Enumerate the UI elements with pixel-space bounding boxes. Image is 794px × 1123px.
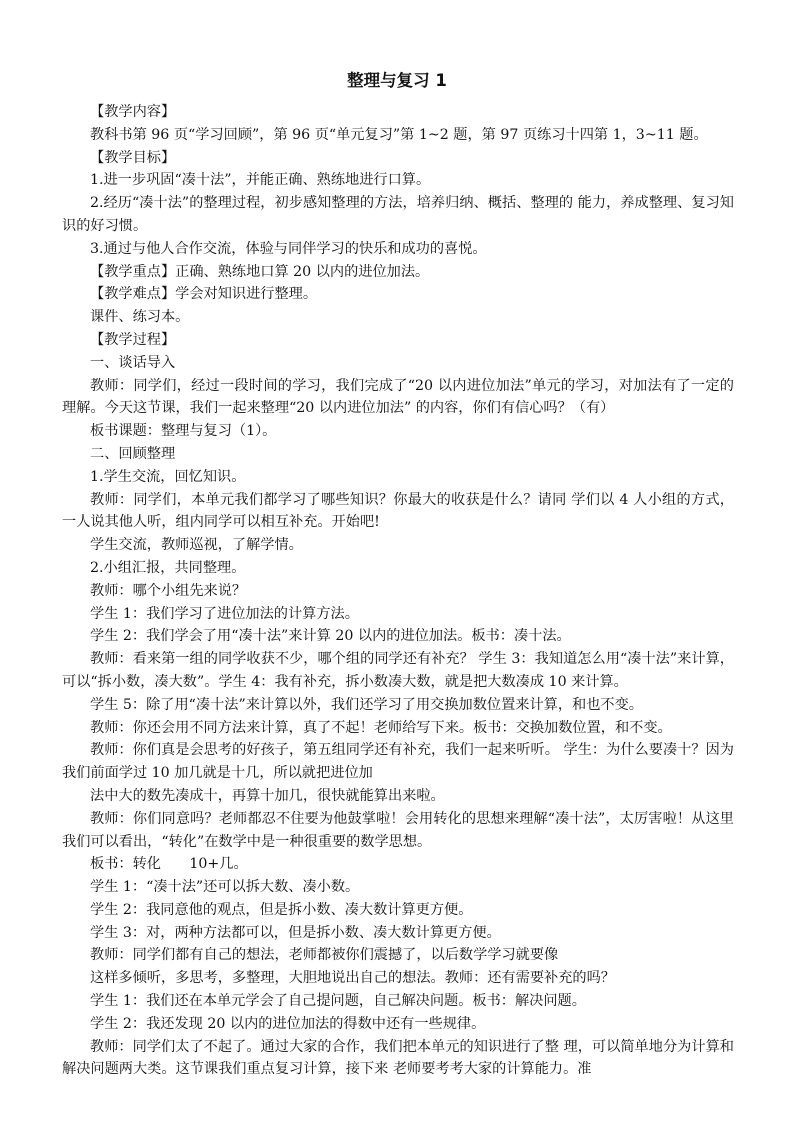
paragraph: 1.进一步巩固“凑十法”，并能正确、熟练地进行口算。: [90, 172, 431, 189]
paragraph: 3.通过与他人合作交流，体验与同伴学习的快乐和成功的喜悦。: [90, 240, 487, 257]
paragraph: 法中大的数先凑成十，再算十加几，很快就能算出来啦。: [90, 787, 445, 804]
paragraph: 课件、练习本。: [90, 309, 190, 326]
paragraph: 学生 2：我同意他的观点，但是拆小数、凑大数计算更方便。: [90, 901, 473, 918]
page-title: 整理与复习 1: [347, 71, 447, 90]
paragraph: 教师：同学们，经过一段时间的学习，我们完成了“20 以内进位加法”单元的学习，对加法有了一定的理解。今天这节课，我们一起来整理“20 以内进位加法” 的内容，你们有信心吗？（有）: [62, 377, 734, 417]
paragraph: 2.小组汇报，共同整理。: [90, 559, 246, 576]
paragraph: 【教学过程】: [90, 331, 176, 348]
paragraph: 2.经历“凑十法”的整理过程，初步感知整理的方法，培养归纳、概括、整理的 能力，养成整理、复习知识的好习惯。: [62, 195, 734, 234]
paragraph: 教科书第 96 页“学习回顾”，第 96 页“单元复习”第 1~2 题，第 97 页练习十四第 1，3~11 题。: [90, 126, 708, 143]
paragraph: 二、回顾整理: [90, 445, 176, 462]
paragraph: 教师：看来第一组的同学收获不少，哪个组的同学还有补充？ 学生 3：我知道怎么用“凑十法”来计算，可以“拆小数，凑大数”。学生 4：我有补充，拆小数凑大数，就是把大数凑成 10 来计算。: [62, 651, 734, 690]
paragraph: 【教学重点】正确、熟练地口算 20 以内的进位加法。: [90, 263, 430, 280]
paragraph: 教师：你们同意吗？老师都忍不住要为他鼓掌啦！会用转化的思想来理解“凑十法”，太厉害啦！从这里我们可以看出，“转化”在数学中是一种很重要的数学思想。: [62, 810, 734, 850]
paragraph: 学生 1：我们还在本单元学会了自己提问题，自己解决问题。板书：解决问题。: [90, 993, 586, 1010]
document-body: [62, 101, 734, 1081]
paragraph: 教师：你还会用不同方法来计算，真了不起！老师给写下来。板书：交换加数位置，和不变。: [90, 719, 672, 736]
paragraph: 教师：同学们都有自己的想法，老师都被你们震撼了，以后数学学习就要像: [90, 947, 559, 964]
paragraph: 1.学生交流，回忆知识。: [90, 468, 246, 485]
paragraph: 学生 2：我们学会了用“凑十法”来计算 20 以内的进位加法。板书：凑十法。: [90, 628, 571, 645]
paragraph: 学生 1：“凑十法”还可以拆大数、凑小数。: [90, 879, 360, 896]
paragraph: 学生交流，教师巡视，了解学情。: [90, 537, 303, 554]
paragraph: 教师：你们真是会思考的好孩子，第五组同学还有补充，我们一起来听听。 学生：为什么要凑十？因为我们前面学过 10 加几就是十几，所以就把进位加: [62, 742, 734, 782]
paragraph: 【教学内容】: [90, 104, 176, 120]
paragraph: 板书：转化 10+几。: [90, 856, 248, 873]
paragraph: 这样多倾听，多思考，多整理，大胆地说出自己的想法。教师：还有需要补充的吗？: [90, 970, 615, 987]
paragraph: 教师：哪个小组先来说？: [90, 582, 247, 599]
paragraph: 学生 2：我还发现 20 以内的进位加法的得数中还有一些规律。: [90, 1015, 486, 1032]
paragraph: 一、谈话导入: [90, 354, 176, 371]
paragraph: 【教学难点】学会对知识进行整理。: [90, 286, 318, 303]
paragraph: 板书课题：整理与复习（1）。: [90, 423, 277, 440]
paragraph: 教师：同学们太了不起了。通过大家的合作，我们把本单元的知识进行了整 理，可以简单地分为计算和解决问题两大类。这节课我们重点复习计算，接下来 老师要考考大家的计算能力。准: [62, 1038, 734, 1078]
paragraph: 【教学目标】: [90, 149, 176, 166]
paragraph: 学生 1：我们学习了进位加法的计算方法。: [90, 605, 359, 622]
paragraph: 学生 5：除了用“凑十法”来计算以外，我们还学习了用交换加数位置来计算，和也不变。: [90, 696, 643, 713]
paragraph: 学生 3：对，两种方法都可以，但是拆小数、凑大数计算更方便。: [90, 924, 501, 941]
paragraph: 教师：同学们，本单元我们都学习了哪些知识？你最大的收获是什么？请同 学们以 4 人小组的方式，一人说其他人听，组内同学可以相互补充。开始吧!: [62, 491, 734, 531]
